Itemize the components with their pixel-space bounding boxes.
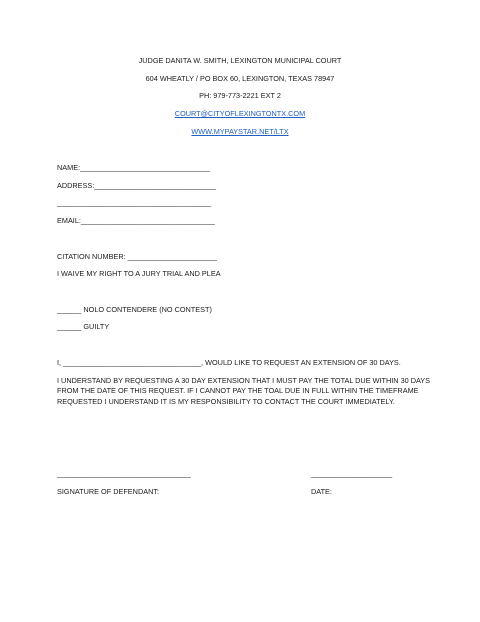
court-email-link-row [0,109,480,118]
email-field[interactable]: EMAIL:_________________________________ [57,216,215,225]
payment-website-link-row [0,127,480,136]
extension-terms-paragraph: I UNDERSTAND BY REQUESTING A 30 DAY EXTENSION THAT I MUST PAY THE TOTAL DUE WITHIN 30 DAYS FROM THE DATE OF THIS REQUEST. IF I CANNOT PAY THE TOAL DUE IN FULL WITHIN THE TIMEFRAME REQUESTED I UNDERSTAND IT IS MY RESPONSIBILITY TO CONTACT THE COURT IMMEDIATELY. [57,376,431,406]
court-name: JUDGE DANITA W. SMITH, LEXINGTON MUNICIPAL COURT [138,56,342,65]
address-line2-field[interactable]: ______________________________________ [57,198,212,207]
payment-website-link[interactable]: WWW.MYPAYSTAR.NET/LTX [191,127,289,136]
date-label: DATE: [311,487,332,496]
citation-number-field[interactable]: CITATION NUMBER: ______________________ [57,252,217,261]
signature-line[interactable]: _________________________________ [57,469,191,478]
signature-label: SIGNATURE OF DEFENDANT: [57,487,160,496]
jury-waiver-statement: I WAIVE MY RIGHT TO A JURY TRIAL AND PLEA [57,269,221,278]
court-address: 604 WHEATLY / PO BOX 60, LEXINGTON, TEXAS 78947 [145,74,335,83]
address-field[interactable]: ADDRESS:______________________________ [57,181,217,190]
nolo-contendere-option[interactable]: ______ NOLO CONTENDERE (NO CONTEST) [57,305,212,314]
extension-request-line[interactable]: I, __________________________________, WOULD LIKE TO REQUEST AN EXTENSION OF 30 DAYS. [57,358,401,367]
court-phone: PH: 979-773-2221 EXT 2 [199,91,281,100]
guilty-option[interactable]: ______ GUILTY [57,322,110,331]
date-line[interactable]: ____________________ [311,469,393,478]
name-field[interactable]: NAME:________________________________ [57,163,210,172]
court-email-link[interactable]: COURT@CITYOFLEXINGTONTX.COM [174,109,306,118]
